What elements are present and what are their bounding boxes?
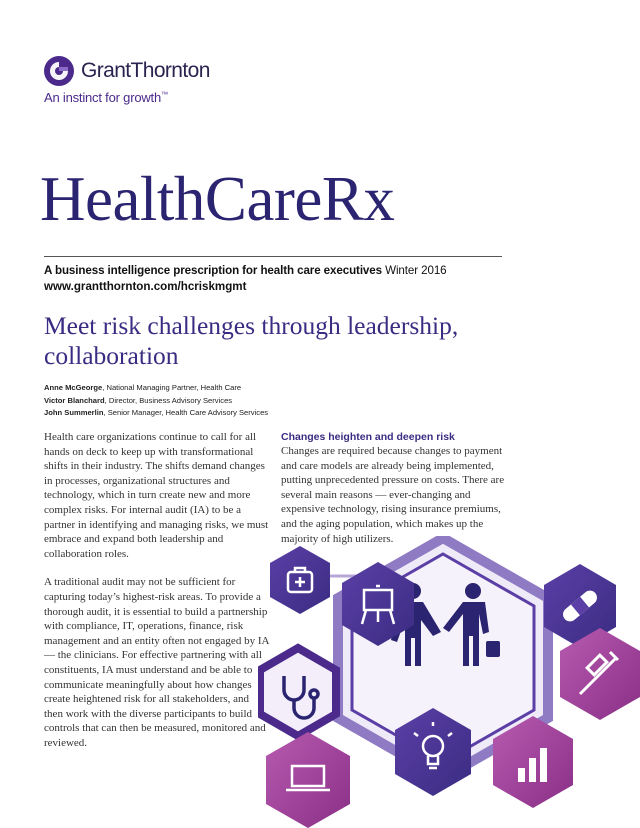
author-line: Victor Blanchard, Director, Business Advisory Services bbox=[44, 395, 233, 405]
grant-thornton-logo-icon bbox=[44, 56, 74, 86]
body-paragraph: Health care organizations continue to call for all hands on deck to keep up with transformational shifts in their industry. The shifts demand changes in processes, organizational structures and technology, which in turn create new and more complex risks. For internal audit (IA) to be a partner in identifying and managing risks, we must embrace and expand both leadership and collaboration roles. bbox=[44, 431, 269, 560]
section-heading: Changes heighten and deepen risk bbox=[281, 431, 455, 443]
stethoscope-hexagon bbox=[260, 648, 336, 736]
body-paragraph: A traditional audit may not be sufficient for capturing today’s highest-risk areas. To provide a thorough audit, it is essential to build a partnership with compliance, IT, operations, finance, risk management and an entity often not engaged by IA — the clinicians. For effective partnering with all constituents, IA must understand and be able to communicate meaningfully about how changes create heightened risk for all stakeholders, and then work with the diverse participants to build controls that can then be measured, monitored and reviewed. bbox=[44, 576, 269, 749]
article-body-right bbox=[281, 430, 507, 546]
newsletter-url[interactable]: www.grantthornton.com/hcriskmgmt bbox=[44, 280, 247, 293]
healthcare-hexagon-illustration bbox=[258, 536, 640, 828]
author-line: Anne McGeorge, National Managing Partner, Health Care bbox=[44, 383, 242, 392]
newsletter-subtitle: A business intelligence prescription for health care executives Winter 2016 bbox=[44, 264, 447, 277]
article-body-left bbox=[44, 430, 270, 750]
newsletter-title: HealthCareRx bbox=[40, 164, 395, 234]
brand-tagline: An instinct for growth™ bbox=[44, 90, 168, 105]
body-paragraph: Changes are required because changes to payment and care models are already being implemented, putting unprecedented pressure on costs. There are several main reasons — ever-changing and expensive technology, rising insurance premiums, and the aging population, which makes up the majority of high utilizers. bbox=[281, 445, 505, 545]
author-line: John Summerlin, Senior Manager, Health Care Advisory Services bbox=[44, 408, 269, 417]
title-divider bbox=[44, 256, 502, 257]
laptop-hexagon bbox=[266, 732, 350, 828]
first-aid-hexagon bbox=[270, 546, 330, 614]
author-list bbox=[44, 382, 268, 420]
article-headline: Meet risk challenges through leadership, collaboration bbox=[44, 311, 459, 370]
brand-name: GrantThornton bbox=[81, 59, 210, 82]
